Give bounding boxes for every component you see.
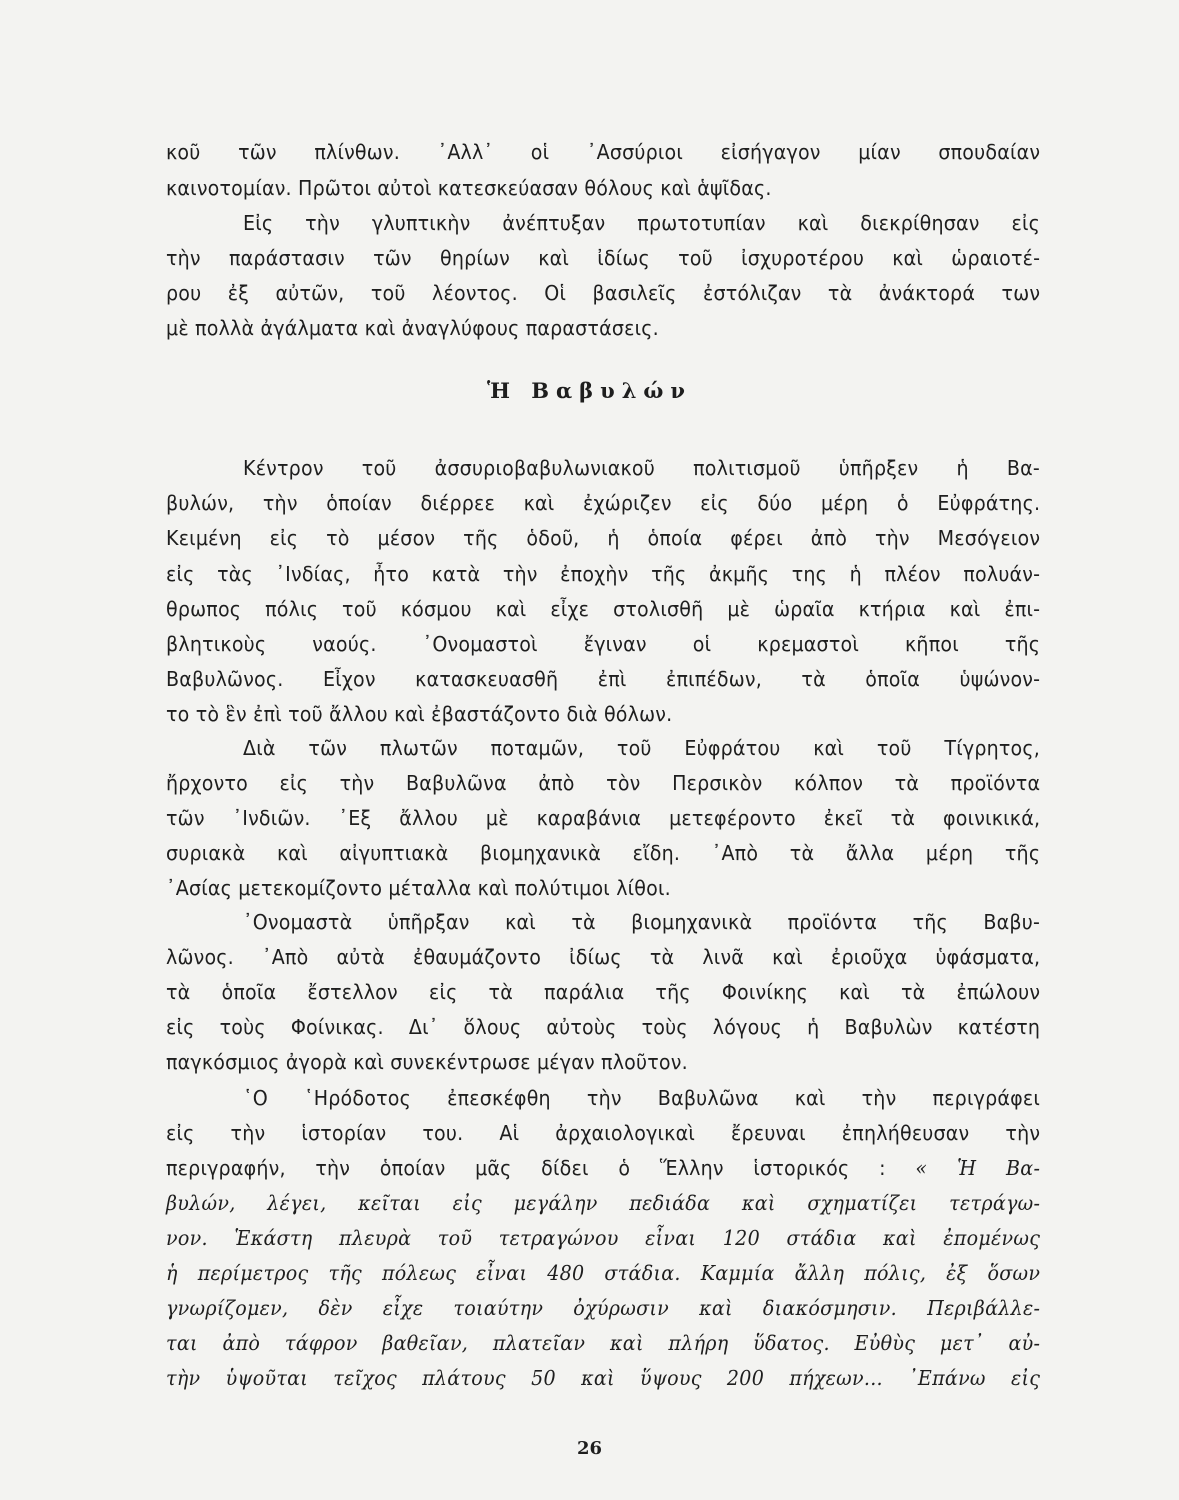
text-line (166, 1225, 1040, 1251)
text-line (166, 280, 1040, 306)
quoted-text: γνωρίζομεν, δὲν εἶχε τοιαύτην ὀχύρωσιν καὶ διακόσμησιν. Περιβάλλε- (166, 1296, 1041, 1320)
line-text: περιγραφήν, τὴν ὁποίαν μᾶς δίδει ὁ Ἕλλην ἱστορικός : (166, 1156, 916, 1180)
text-line (166, 1295, 1040, 1321)
line-text: ῾Ο ῾Ηρόδοτος ἐπεσκέφθη τὴν Βαβυλῶνα καὶ τὴν περιγράφει (243, 1086, 1041, 1110)
text-line (166, 1365, 1040, 1391)
text-line (166, 1049, 1040, 1075)
text-line (166, 666, 1040, 692)
text-line (243, 909, 1040, 935)
line-text: Διὰ τῶν πλωτῶν ποταμῶν, τοῦ Εὐφράτου καὶ τοῦ Τίγρητος, (243, 736, 1041, 760)
text-line (243, 735, 1040, 761)
line-text: ᾿Ονομαστὰ ὑπῆρξαν καὶ τὰ βιομηχανικὰ προϊόντα τῆς Βαβυ- (243, 910, 1041, 934)
text-line (166, 490, 1040, 516)
quoted-text: βυλών, λέγει, κεῖται εἰς μεγάλην πεδιάδα καὶ σχηματίζει τετράγω- (166, 1191, 1041, 1215)
text-line (166, 596, 1040, 622)
text-line (166, 1014, 1040, 1040)
line-text: Εἰς τὴν γλυπτικὴν ἀνέπτυξαν πρωτοτυπίαν καὶ διεκρίθησαν εἰς (243, 211, 1041, 235)
text-line (243, 210, 1040, 236)
quoted-text: ται ἀπὸ τάφρον βαθεῖαν, πλατεῖαν καὶ πλήρη ὕδατος. Εὐθὺς μετ᾿ αὐ- (166, 1331, 1041, 1355)
line-text: καινοτομίαν. Πρῶτοι αὐτοὶ κατεσκεύασαν θόλους καὶ ἁψῖδας. (166, 176, 772, 200)
quoted-text: ἡ περίμετρος τῆς πόλεως εἶναι 480 στάδια. Καμμία ἄλλη πόλις, ἐξ ὅσων (166, 1261, 1041, 1285)
section-heading: Ἡ Βαβυλών (486, 378, 692, 403)
text-line (166, 770, 1040, 796)
text-line (166, 631, 1040, 657)
line-text: το τὸ ἓν ἐπὶ τοῦ ἄλλου καὶ ἐβαστάζοντο διὰ θόλων. (166, 702, 673, 726)
text-line (166, 1155, 1040, 1181)
line-text: εἰς τὴν ἱστορίαν του. Αἱ ἀρχαιολογικαὶ ἔρευναι ἐπηλήθευσαν τὴν (166, 1121, 1041, 1145)
line-text: τῶν ᾿Ινδιῶν. ᾿Εξ ἄλλου μὲ καραβάνια μετεφέροντο ἐκεῖ τὰ φοινικικά, (166, 806, 1041, 830)
line-text: παγκόσμιος ἀγορὰ καὶ συνεκέντρωσε μέγαν πλοῦτον. (166, 1050, 688, 1074)
text-line (166, 175, 1040, 201)
line-text: εἰς τοὺς Φοίνικας. Δι᾿ ὅλους αὐτοὺς τοὺς λόγους ἡ Βαβυλὼν κατέστη (166, 1015, 1041, 1039)
line-text: βυλών, τὴν ὁποίαν διέρρεε καὶ ἐχώριζεν εἰς δύο μέρη ὁ Εὐφράτης. (166, 491, 1041, 515)
line-text: βλητικοὺς ναούς. ᾿Ονομαστοὶ ἔγιναν οἱ κρεμαστοὶ κῆποι τῆς (166, 632, 1041, 656)
text-line (166, 840, 1040, 866)
quoted-text: νον. Ἑκάστη πλευρὰ τοῦ τετραγώνου εἶναι 120 στάδια καὶ ἐπομένως (166, 1226, 1041, 1250)
text-line (243, 1085, 1040, 1111)
text-line (166, 1120, 1040, 1146)
line-text: εἰς τὰς ᾿Ινδίας, ἦτο κατὰ τὴν ἐποχὴν τῆς ἀκμῆς της ἡ πλέον πολυάν- (166, 562, 1041, 586)
text-line (166, 315, 1040, 341)
text-line (166, 1190, 1040, 1216)
line-text: ἤρχοντο εἰς τὴν Βαβυλῶνα ἀπὸ τὸν Περσικὸν κόλπον τὰ προϊόντα (166, 771, 1041, 795)
line-text: τὰ ὁποῖα ἔστελλον εἰς τὰ παράλια τῆς Φοινίκης καὶ τὰ ἐπώλουν (166, 980, 1041, 1004)
quoted-text: τὴν ὑψοῦται τεῖχος πλάτους 50 καὶ ὕψους 200 πήχεων... ᾿Επάνω εἰς (166, 1366, 1041, 1390)
line-text: θρωπος πόλις τοῦ κόσμου καὶ εἶχε στολισθῆ μὲ ὡραῖα κτήρια καὶ ἐπι- (166, 597, 1041, 621)
text-line (166, 805, 1040, 831)
page-number: 26 (576, 1438, 603, 1459)
text-line (166, 1260, 1040, 1286)
text-line (166, 245, 1040, 271)
text-line (243, 455, 1040, 481)
line-text: ρου ἐξ αὐτῶν, τοῦ λέοντος. Οἱ βασιλεῖς ἐστόλιζαν τὰ ἀνάκτορά των (166, 281, 1041, 305)
line-text: κοῦ τῶν πλίνθων. ᾿Αλλ᾿ οἱ ᾿Ασσύριοι εἰσήγαγον μίαν σπουδαίαν (166, 140, 1041, 164)
text-line (166, 875, 1040, 901)
text-line (166, 525, 1040, 551)
line-text: ᾿Ασίας μετεκομίζοντο μέταλλα καὶ πολύτιμοι λίθοι. (166, 876, 671, 900)
text-line (166, 1330, 1040, 1356)
text-line (166, 944, 1040, 970)
text-line (166, 979, 1040, 1005)
line-text: Κέντρον τοῦ ἀσσυριοβαβυλωνιακοῦ πολιτισμοῦ ὑπῆρξεν ἡ Βα- (243, 456, 1041, 480)
line-text: Κειμένη εἰς τὸ μέσον τῆς ὁδοῦ, ἡ ὁποία φέρει ἀπὸ τὴν Μεσόγειον (166, 526, 1041, 550)
text-line (166, 561, 1040, 587)
line-text: Βαβυλῶνος. Εἶχον κατασκευασθῆ ἐπὶ ἐπιπέδων, τὰ ὁποῖα ὑψώνον- (166, 667, 1041, 691)
text-line (166, 701, 1040, 727)
line-text: μὲ πολλὰ ἀγάλματα καὶ ἀναγλύφους παραστάσεις. (166, 316, 659, 340)
text-line (166, 139, 1040, 165)
line-text: λῶνος. ᾿Απὸ αὐτὰ ἐθαυμάζοντο ἰδίως τὰ λινᾶ καὶ ἐριοῦχα ὑφάσματα, (166, 945, 1041, 969)
line-text: συριακὰ καὶ αἰγυπτιακὰ βιομηχανικὰ εἴδη. ᾿Απὸ τὰ ἄλλα μέρη τῆς (166, 841, 1041, 865)
quoted-text: « Ἡ Βα- (915, 1156, 1041, 1180)
line-text: τὴν παράστασιν τῶν θηρίων καὶ ἰδίως τοῦ ἰσχυροτέρου καὶ ὡραιοτέ- (166, 246, 1041, 270)
